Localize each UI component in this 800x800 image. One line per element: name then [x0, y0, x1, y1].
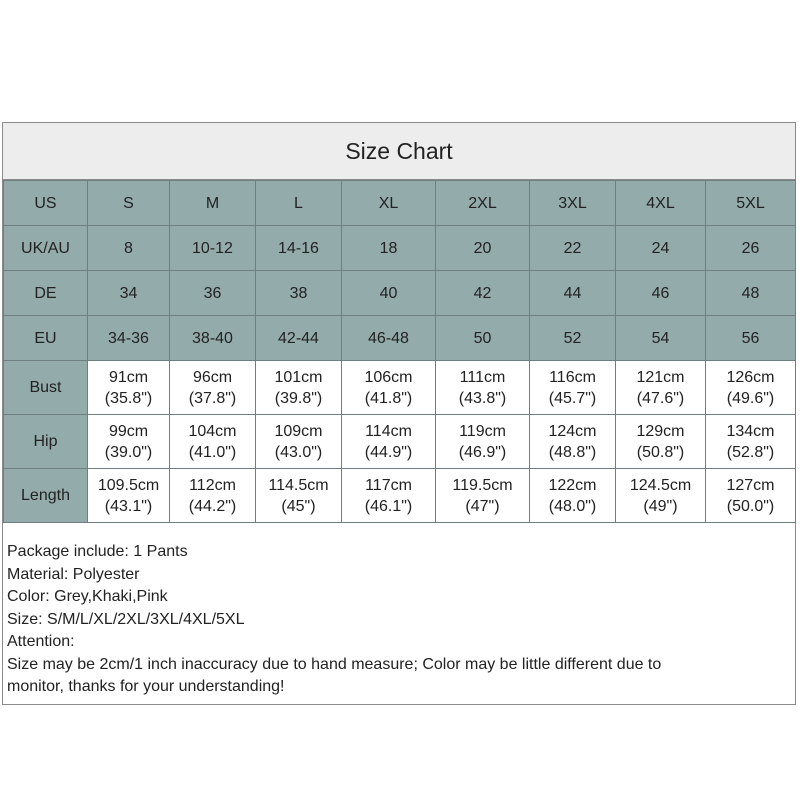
measure-cell [706, 361, 796, 415]
measure-cm: 104cm [188, 422, 237, 440]
measure-cell [342, 415, 436, 469]
measure-cm: 101cm [274, 368, 323, 386]
measure-inch: (52.8") [726, 443, 775, 461]
measure-cm: 112cm [189, 476, 236, 494]
measure-inch: (39.8") [274, 389, 323, 407]
measure-cm: 111cm [459, 368, 506, 386]
measure-cell [256, 361, 342, 415]
measure-cm: 122cm [548, 476, 597, 494]
measure-inch: (46.1") [364, 497, 413, 515]
measure-cm: 117cm [365, 476, 412, 494]
size-cell: XL [342, 181, 436, 226]
measure-inch: (48.0") [548, 497, 597, 515]
measure-inch: (47.6") [636, 389, 685, 407]
measure-inch: (37.8") [188, 389, 237, 407]
measure-cm: 127cm [726, 476, 775, 494]
measure-cm: 109cm [274, 422, 323, 440]
measure-cell [256, 469, 342, 523]
measure-cell [170, 415, 256, 469]
size-cell: 38-40 [170, 316, 256, 361]
product-notes [3, 523, 795, 699]
measure-cell [88, 361, 170, 415]
note-line: monitor, thanks for your understanding! [7, 678, 285, 695]
size-cell: 24 [616, 226, 706, 271]
size-cell: 22 [530, 226, 616, 271]
measure-cm: 99cm [108, 422, 149, 440]
measure-cell [436, 415, 530, 469]
row-label: DE [4, 271, 88, 316]
size-cell: 5XL [706, 181, 796, 226]
size-cell: 34-36 [88, 316, 170, 361]
measure-cell [530, 469, 616, 523]
measure-inch: (50.0") [726, 497, 775, 515]
measure-cell [616, 469, 706, 523]
size-cell: L [256, 181, 342, 226]
note-line: Size may be 2cm/1 inch inaccuracy due to hand measure; Color may be little different due to [7, 655, 662, 673]
note-line: Attention: [7, 633, 75, 650]
size-chart-panel [2, 122, 796, 705]
measure-cm: 126cm [726, 368, 775, 386]
measure-inch: (35.8") [104, 389, 153, 407]
measure-inch: (43.8") [458, 389, 507, 407]
measure-inch: (43.1") [104, 497, 153, 515]
measure-cell [88, 415, 170, 469]
measure-cell [706, 469, 796, 523]
chart-title: Size Chart [3, 123, 795, 180]
row-label: Hip [4, 415, 88, 469]
size-cell: 44 [530, 271, 616, 316]
measure-cell [342, 361, 436, 415]
measure-inch: (44.2") [188, 497, 237, 515]
measure-inch: (47") [465, 497, 500, 515]
size-cell: 50 [436, 316, 530, 361]
measure-cell [436, 469, 530, 523]
size-cell: 36 [170, 271, 256, 316]
measure-inch: (43.0") [274, 443, 323, 461]
measure-row-hip [4, 415, 796, 469]
size-cell: 42-44 [256, 316, 342, 361]
row-label: Length [4, 469, 88, 523]
size-cell: 42 [436, 271, 530, 316]
measure-row-bust [4, 361, 796, 415]
size-cell: 2XL [436, 181, 530, 226]
measure-cm: 119.5cm [452, 476, 513, 494]
measure-row-length [4, 469, 796, 523]
measure-cm: 106cm [364, 368, 413, 386]
measure-inch: (46.9") [458, 443, 507, 461]
note-line: Package include: 1 Pants [7, 543, 188, 560]
measure-cm: 119cm [459, 422, 506, 440]
size-row-eu [4, 316, 796, 361]
size-cell: 46-48 [342, 316, 436, 361]
size-cell: 4XL [616, 181, 706, 226]
size-cell: S [88, 181, 170, 226]
measure-cell [342, 469, 436, 523]
measure-cell [616, 415, 706, 469]
size-cell: 10-12 [170, 226, 256, 271]
measure-cell [616, 361, 706, 415]
size-cell: 8 [88, 226, 170, 271]
measure-cell [88, 469, 170, 523]
size-cell: 48 [706, 271, 796, 316]
measure-cell [530, 361, 616, 415]
size-cell: 40 [342, 271, 436, 316]
note-line: Size: S/M/L/XL/2XL/3XL/4XL/5XL [7, 610, 245, 628]
measure-cm: 91cm [108, 368, 149, 386]
measure-cm: 116cm [549, 368, 596, 386]
size-cell: 34 [88, 271, 170, 316]
measure-cm: 114cm [365, 422, 412, 440]
measure-inch: (50.8") [636, 443, 685, 461]
row-label: EU [4, 316, 88, 361]
measure-inch: (39.0") [104, 443, 153, 461]
size-cell: 52 [530, 316, 616, 361]
measure-cm: 134cm [726, 422, 775, 440]
size-cell: 46 [616, 271, 706, 316]
measure-cm: 124cm [548, 422, 597, 440]
measure-cell [170, 469, 256, 523]
row-label: US [4, 181, 88, 226]
measure-inch: (45") [281, 497, 316, 515]
measure-inch: (48.8") [548, 443, 597, 461]
measure-inch: (41.8") [364, 389, 413, 407]
size-cell: 18 [342, 226, 436, 271]
measure-cell [256, 415, 342, 469]
size-row-us [4, 181, 796, 226]
size-cell: 20 [436, 226, 530, 271]
size-row-de [4, 271, 796, 316]
measure-inch: (49") [643, 497, 678, 515]
row-label: UK/AU [4, 226, 88, 271]
row-label: Bust [4, 361, 88, 415]
measure-cm: 109.5cm [97, 476, 160, 494]
size-cell: 54 [616, 316, 706, 361]
size-cell: 38 [256, 271, 342, 316]
note-line: Color: Grey,Khaki,Pink [7, 588, 168, 605]
note-line: Material: Polyester [7, 565, 140, 583]
measure-cm: 129cm [636, 422, 685, 440]
size-cell: 56 [706, 316, 796, 361]
measure-cell [706, 415, 796, 469]
measure-cm: 121cm [636, 368, 685, 386]
measure-cell [170, 361, 256, 415]
measure-cell [436, 361, 530, 415]
size-cell: 3XL [530, 181, 616, 226]
measure-cell [530, 415, 616, 469]
size-row-uk-au [4, 226, 796, 271]
size-cell: 14-16 [256, 226, 342, 271]
measure-inch: (49.6") [726, 389, 775, 407]
size-table [3, 180, 796, 523]
measure-cm: 96cm [192, 368, 233, 386]
measure-inch: (44.9") [364, 443, 413, 461]
measure-cm: 124.5cm [629, 476, 692, 494]
measure-cm: 114.5cm [268, 476, 329, 494]
size-cell: M [170, 181, 256, 226]
measure-inch: (41.0") [188, 443, 237, 461]
measure-inch: (45.7") [548, 389, 597, 407]
size-cell: 26 [706, 226, 796, 271]
